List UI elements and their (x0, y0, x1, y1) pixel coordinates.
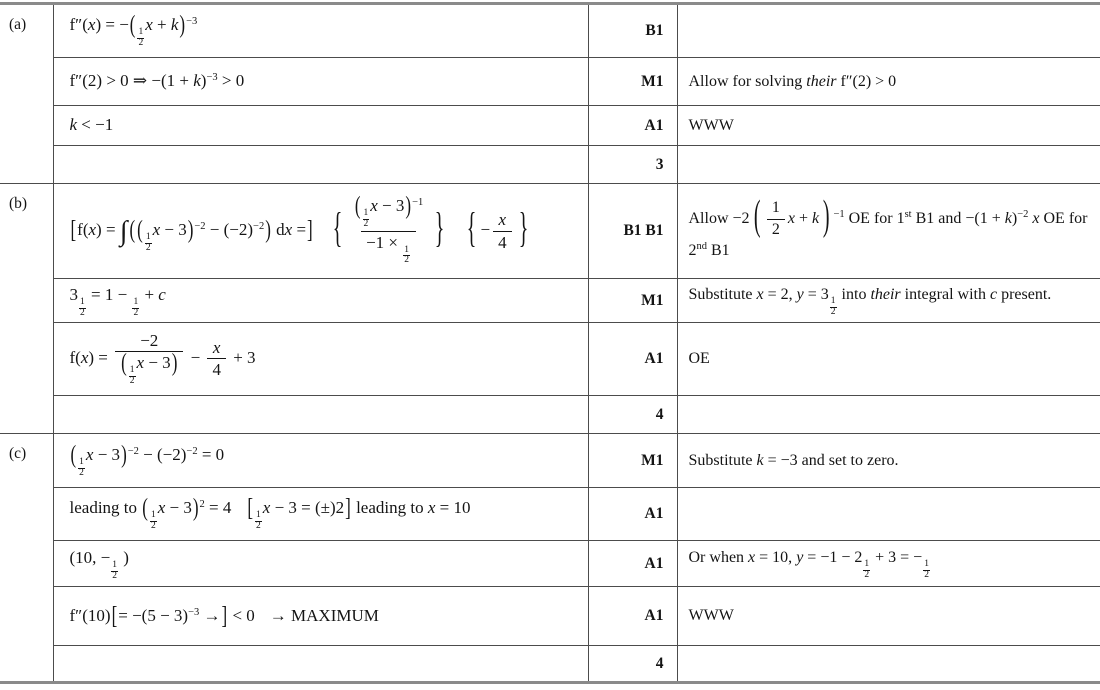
working-cell (53, 106, 588, 146)
comment-cell (677, 587, 1100, 646)
working-cell (53, 434, 588, 488)
comment-math: Or when x = 10, y = −1 − 2 $\frac{1}{2}$ + 3 = − $\frac{1}{2}$ (688, 549, 929, 580)
working-cell (53, 184, 588, 279)
comment-cell (677, 488, 1100, 541)
working-cell (53, 279, 588, 323)
table-row (0, 434, 1100, 488)
comment-math: Substitute k = −3 and set to zero. (688, 451, 899, 469)
working-math: $f''(10)[= -(5 - 3)^{-3}$ →] < 0 → MAXIMUM (69, 600, 379, 630)
comment-cell (677, 541, 1100, 587)
table-row (0, 184, 1100, 279)
working-math: 3 $\frac{1}{2}$ = 1 − $\frac{1}{2}$ + c (69, 284, 166, 318)
comment-math: OE (688, 350, 710, 367)
mark-cell: A1 (588, 541, 677, 587)
table-row (0, 323, 1100, 396)
table-row (0, 587, 1100, 646)
table-row (0, 541, 1100, 587)
comment-cell (677, 146, 1100, 184)
working-math: f(x) = −2 ( $\frac{1}{2}$ x − 3) − $\frac{x}{4}$ + 3 (69, 330, 256, 387)
working-math: f″(2) > 0 ⇒ $-(1 + k)^{-3} > 0$ (69, 71, 245, 91)
working-math: f″(x) = −( $\frac{1}{2}$ x + k)$^{-3}$ (69, 9, 198, 48)
working-cell (53, 146, 588, 184)
mark-cell: A1 (588, 488, 677, 541)
working-math: (10, − $\frac{1}{2}$ ) (69, 547, 129, 581)
mark-cell: M1 (588, 279, 677, 323)
working-cell (53, 4, 588, 58)
mark-cell: B1 (588, 4, 677, 58)
comment-cell (677, 4, 1100, 58)
comment-cell (677, 279, 1100, 323)
comment-cell (677, 106, 1100, 146)
comment-cell (677, 646, 1100, 683)
mark-cell: A1 (588, 587, 677, 646)
table-row (0, 488, 1100, 541)
total-marks-cell: 3 (588, 146, 677, 184)
table-row (0, 646, 1100, 683)
working-cell (53, 323, 588, 396)
comment-cell (677, 184, 1100, 279)
total-marks-cell: 4 (588, 396, 677, 434)
working-cell (53, 646, 588, 683)
working-math: leading to ( $\frac{1}{2}$ x − 3)$^2$ = 4 [ $\frac{1}{2}$ x − 3 = (±)2] leading to x = 10 (69, 492, 471, 531)
mark-cell: B1 B1 (588, 184, 677, 279)
comment-math: Allow for solving their f″(2) > 0 (688, 72, 897, 90)
working-cell (53, 541, 588, 587)
total-marks-cell: 4 (588, 646, 677, 683)
working-cell (53, 587, 588, 646)
working-math: k < −1 (69, 115, 114, 135)
mark-cell: M1 (588, 434, 677, 488)
part-label-a: (a) (0, 4, 53, 184)
part-label-c: (c) (0, 434, 53, 683)
mark-scheme-table (0, 2, 1100, 684)
comment-cell (677, 396, 1100, 434)
working-cell (53, 488, 588, 541)
table-row (0, 58, 1100, 106)
table-row (0, 396, 1100, 434)
table-row (0, 4, 1100, 58)
part-label-b: (b) (0, 184, 53, 434)
mark-cell: A1 (588, 106, 677, 146)
comment-math: Allow −2 ( $\frac{1}{2}$ x + k ) $^{-1}$ OE for 1st B1 and $-(1 + k)^{-2}$ x OE for 2nd B1 (688, 192, 1088, 259)
comment-math: WWW (688, 607, 734, 624)
working-cell (53, 396, 588, 434)
comment-math: Substitute x = 2, y = 3 $\frac{1}{2}$ into their integral with c present. (688, 286, 1052, 317)
table-row (0, 106, 1100, 146)
working-cell (53, 58, 588, 106)
mark-cell: M1 (588, 58, 677, 106)
table-row (0, 279, 1100, 323)
comment-cell (677, 323, 1100, 396)
working-math: [f(x) = ∫ ( ( $\frac{1}{2}$ $x - 3)^{-2} - (-2)^{-2}$) dx =] { ( $\frac{1}{2}$ x − 3)$^{-1}$ −1 × $\frac{1}{2}$ } { − $\frac{x}{4}$ } (70, 190, 528, 266)
working-math: ( $\frac{1}{2}$ $x - 3)^{-2} - (-2)^{-2} = 0$ (70, 439, 225, 478)
comment-cell (677, 58, 1100, 106)
comment-math: WWW (688, 116, 734, 134)
mark-cell: A1 (588, 323, 677, 396)
table-row (0, 146, 1100, 184)
comment-cell (677, 434, 1100, 488)
